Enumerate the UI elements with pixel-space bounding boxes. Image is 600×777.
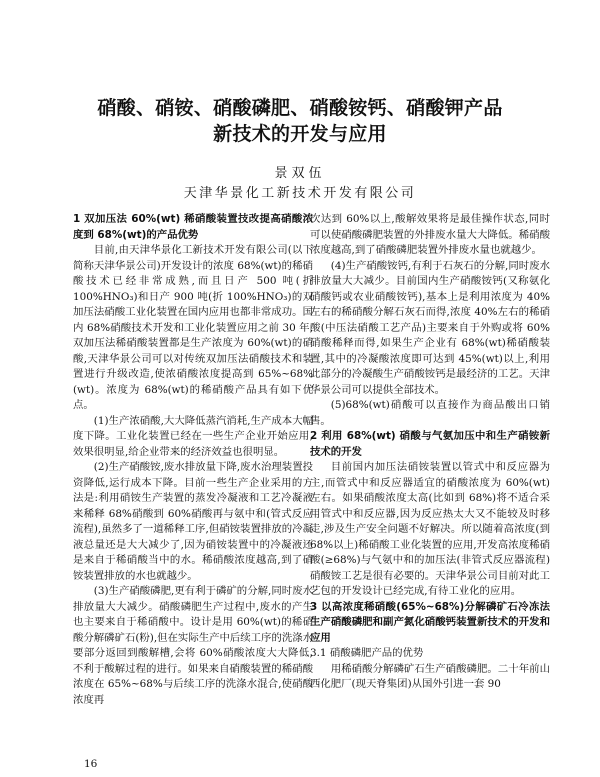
section-heading: 3 以高浓度稀硝酸(65%~68%)分解磷矿石冷冻法生产硝酸磷肥和副产氮化硝酸钙装置新技术的开发和应用 xyxy=(310,600,550,644)
subsection-heading: 3.1 硝酸磷肥产品的优势 xyxy=(310,647,424,659)
section-heading: 1 双加压法 60%(wt) 稀硝酸装置技改提高硝酸浓度到 68%(wt)的产品优势 xyxy=(73,213,313,241)
paragraph: (1)生产浓硝酸,大大降低蒸汽消耗,生产成本大幅度下降。工业化装置已经在一些生产企业开始应用,效果很明显,给企业带来的经济效益也很明显。 xyxy=(73,414,313,458)
paragraph: 用稀硝酸分解磷矿石生产硝酸磷肥。二十年前山西化肥厂(现天脊集团)从国外引进一套 90 xyxy=(310,662,550,690)
paragraph: (5)68%(wt)硝酸可以直接作为商品酸出口销售。 xyxy=(310,399,550,427)
author: 景双伍 xyxy=(274,166,326,181)
page-number: 16 xyxy=(84,758,98,770)
paragraph: (4)生产硝酸铵钙,有利于石灰石的分解,同时废水排放量大大减少。目前国内生产硝酸铵钙(又称氨化硝酸钙或农业硝酸铵钙),基本上是利用浓度为 40%左右的稀硝酸分解石灰石而得,浓度 40%左右的稀硝酸(中压法硝酸工艺产品)主要来自于外购或将 60%硝酸稀释而得,如果生产企业有 68%(wt)稀硝酸装置,其中的冷凝酸浓度即可达到 45%(wt)以上,利用此部分的冷凝酸生产硝酸铵钙是最经济的工艺。天津华景公司可以提供全部技术。 xyxy=(310,259,550,396)
paragraph: 目前国内加压法硝铵装置以管式中和反应器为主,而管式中和反应器适宜的硝酸浓度为 60%(wt) 左右。如果硝酸浓度太高(比如到 68%)将不适合采用管式中和反应器,因为反应热太大又不能较及时移走,涉及生产安全问题不好解决。所以随着高浓度(到 68%以上)稀硝酸工业化装置的应用,开发高浓度稀硝酸(≥68%)与气氨中和的加压法(非管式反应器流程)硝酸铵工艺是很有必要的。天津华景公司目前对此工艺包的开发设计已经完成,有待工业化的应用。 xyxy=(310,461,550,597)
paragraph: (2)生产硝酸铵,废水排放量下降,废水治理装置投资降低,运行成本下降。目前一些生产企业采用的方法是:利用硝铵生产装置的蒸发冷凝液和工艺冷凝液来稀释 68%硝酸到 60%硝酸再与氨中和(管式反应流程),虽然多了一道稀释工序,但硝铵装置排放的冷凝液总量还是大大减少了,因为硝铵装置中的冷凝液还是来自于稀硝酸当中的水。稀硝酸浓度越高,到了硝铵装置排放的水也就越少。 xyxy=(73,461,313,582)
affiliation: 天津华景化工新技术开发有限公司 xyxy=(183,186,417,201)
title-line-1: 硝酸、硝铵、硝酸磷肥、硝酸铵钙、硝酸钾产品 xyxy=(97,97,503,119)
paragraph: 次达到 60%以上,酸解效果将是最佳操作状态,同时可以使硝酸磷肥装置的外排废水量大大降低。稀硝酸浓度越高,到了硝酸磷肥装置外排废水量也就越少。 xyxy=(310,213,550,256)
left-column xyxy=(73,212,313,708)
paragraph: (3)生产硝酸磷肥,更有利于磷矿的分解,同时废水排放量大大减少。硝酸磷肥生产过程中,废水的产生也主要来自于稀硝酸中。设计是用 60%(wt)的稀硝酸分解磷矿石(粉),但在实际生产中后续工序的洗涤水要部分返回到酸解槽,会将 60%硝酸浓度大大降低,不利于酸解过程的进行。如果来自硝酸装置的稀硝酸浓度在 65%~68%与后续工序的洗涤水混合,使硝酸浓度再 xyxy=(73,585,314,706)
paragraph: 目前,由天津华景化工新技术开发有限公司(以下简称天津华景公司)开发设计的浓度 68%(wt)的稀硝酸技术已经非常成熟,而且日产 500 吨(折 100%HNO₃)和日产 900 吨(折 100%HNO₃)的双加压法硝酸工业化装置在国内应用也都非常成功。国内 68%硝酸技术开发和工业化装置应用之前 30 年,双加压法稀硝酸装置都是生产浓度为 60%(wt)的硝酸,天津华景公司可以对传统双加压法硝酸技术和装置进行升级改造,使浓硝酸浓度提高到 65%~68%(wt)。浓度为 68%(wt)的稀硝酸产品具有如下优点。 xyxy=(73,244,313,411)
title-line-2: 新技术的开发与应用 xyxy=(213,123,387,145)
right-column xyxy=(310,212,550,693)
section-heading: 2 利用 68%(wt) 硝酸与气氨加压中和生产硝铵新技术的开发 xyxy=(310,430,550,458)
